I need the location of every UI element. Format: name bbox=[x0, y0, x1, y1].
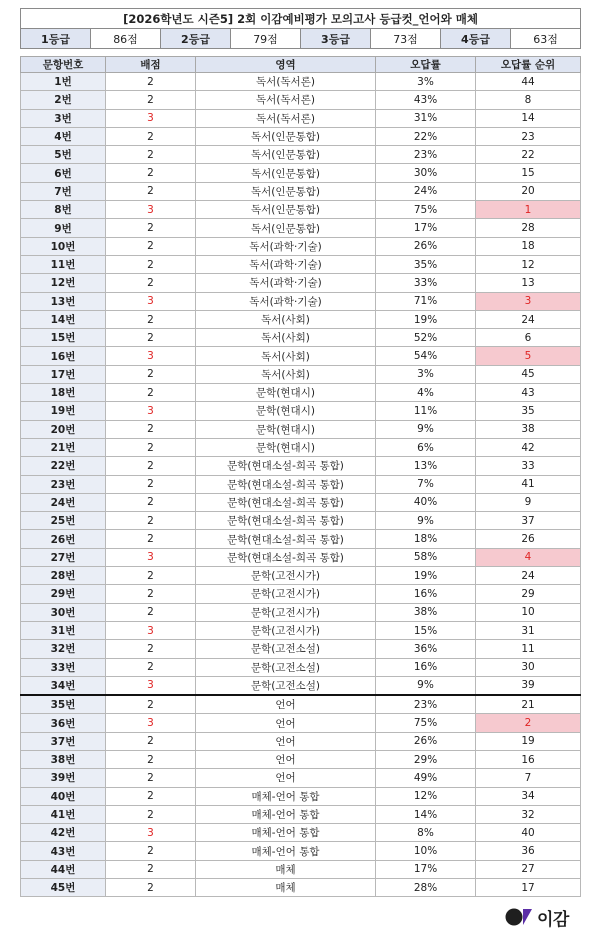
error-rate-cell: 19% bbox=[376, 310, 476, 328]
error-rank-cell: 18 bbox=[476, 237, 581, 255]
item-number-cell: 25번 bbox=[21, 512, 106, 530]
points-cell: 2 bbox=[106, 493, 196, 511]
error-rank-cell: 26 bbox=[476, 530, 581, 548]
error-rate-cell: 58% bbox=[376, 548, 476, 566]
points-cell: 2 bbox=[106, 91, 196, 109]
error-rate-cell: 7% bbox=[376, 475, 476, 493]
area-cell: 문학(고전소설) bbox=[196, 676, 376, 695]
table-row bbox=[21, 438, 581, 456]
table-row bbox=[21, 310, 581, 328]
grade-label: 3등급 bbox=[301, 29, 371, 49]
points-cell: 3 bbox=[106, 201, 196, 219]
grade-label: 2등급 bbox=[161, 29, 231, 49]
error-rank-cell: 12 bbox=[476, 255, 581, 273]
item-analysis-table bbox=[20, 56, 581, 897]
error-rank-cell: 24 bbox=[476, 310, 581, 328]
col-header-item-number: 문항번호 bbox=[21, 57, 106, 73]
area-cell: 독서(과학·기술) bbox=[196, 237, 376, 255]
item-number-cell: 3번 bbox=[21, 109, 106, 127]
error-rank-cell: 39 bbox=[476, 676, 581, 695]
table-row bbox=[21, 824, 581, 842]
item-number-cell: 7번 bbox=[21, 182, 106, 200]
points-cell: 3 bbox=[106, 621, 196, 639]
points-cell: 2 bbox=[106, 457, 196, 475]
error-rate-cell: 38% bbox=[376, 603, 476, 621]
points-cell: 2 bbox=[106, 438, 196, 456]
item-number-cell: 21번 bbox=[21, 438, 106, 456]
error-rank-cell: 14 bbox=[476, 109, 581, 127]
item-number-cell: 1번 bbox=[21, 73, 106, 91]
area-cell: 독서(사회) bbox=[196, 329, 376, 347]
table-row bbox=[21, 109, 581, 127]
points-cell: 2 bbox=[106, 365, 196, 383]
error-rate-cell: 23% bbox=[376, 146, 476, 164]
points-cell: 2 bbox=[106, 750, 196, 768]
table-row bbox=[21, 384, 581, 402]
item-number-cell: 8번 bbox=[21, 201, 106, 219]
error-rate-cell: 9% bbox=[376, 512, 476, 530]
grade-label: 4등급 bbox=[441, 29, 511, 49]
col-header-points: 배점 bbox=[106, 57, 196, 73]
error-rate-cell: 16% bbox=[376, 585, 476, 603]
item-number-cell: 18번 bbox=[21, 384, 106, 402]
error-rate-cell: 24% bbox=[376, 182, 476, 200]
area-cell: 독서(독서론) bbox=[196, 91, 376, 109]
item-number-cell: 10번 bbox=[21, 237, 106, 255]
area-cell: 독서(인문통합) bbox=[196, 219, 376, 237]
grade-label: 1등급 bbox=[21, 29, 91, 49]
error-rate-cell: 29% bbox=[376, 750, 476, 768]
error-rate-cell: 28% bbox=[376, 879, 476, 897]
error-rank-cell: 44 bbox=[476, 73, 581, 91]
points-cell: 2 bbox=[106, 530, 196, 548]
item-number-cell: 42번 bbox=[21, 824, 106, 842]
error-rate-cell: 6% bbox=[376, 438, 476, 456]
table-row bbox=[21, 842, 581, 860]
area-cell: 언어 bbox=[196, 714, 376, 732]
points-cell: 2 bbox=[106, 127, 196, 145]
item-number-cell: 4번 bbox=[21, 127, 106, 145]
error-rate-cell: 19% bbox=[376, 567, 476, 585]
error-rate-cell: 11% bbox=[376, 402, 476, 420]
item-number-cell: 43번 bbox=[21, 842, 106, 860]
error-rate-cell: 43% bbox=[376, 91, 476, 109]
table-row bbox=[21, 347, 581, 365]
error-rate-cell: 71% bbox=[376, 292, 476, 310]
error-rank-cell: 41 bbox=[476, 475, 581, 493]
item-number-cell: 14번 bbox=[21, 310, 106, 328]
points-cell: 2 bbox=[106, 475, 196, 493]
grade-cut-score: 79점 bbox=[231, 29, 301, 49]
error-rate-cell: 15% bbox=[376, 621, 476, 639]
table-row bbox=[21, 182, 581, 200]
error-rate-cell: 9% bbox=[376, 420, 476, 438]
error-rate-cell: 30% bbox=[376, 164, 476, 182]
item-number-cell: 19번 bbox=[21, 402, 106, 420]
points-cell: 2 bbox=[106, 658, 196, 676]
item-number-cell: 13번 bbox=[21, 292, 106, 310]
error-rank-cell: 35 bbox=[476, 402, 581, 420]
area-cell: 언어 bbox=[196, 750, 376, 768]
igam-logo-text: 이감 bbox=[537, 909, 569, 930]
table-row bbox=[21, 658, 581, 676]
item-number-cell: 44번 bbox=[21, 860, 106, 878]
error-rank-cell: 23 bbox=[476, 127, 581, 145]
area-cell: 문학(고전소설) bbox=[196, 640, 376, 658]
item-number-cell: 34번 bbox=[21, 676, 106, 695]
table-row bbox=[21, 676, 581, 695]
item-number-cell: 29번 bbox=[21, 585, 106, 603]
table-row bbox=[21, 512, 581, 530]
area-cell: 언어 bbox=[196, 695, 376, 714]
points-cell: 3 bbox=[106, 714, 196, 732]
item-number-cell: 40번 bbox=[21, 787, 106, 805]
item-number-cell: 26번 bbox=[21, 530, 106, 548]
error-rank-cell: 34 bbox=[476, 787, 581, 805]
igam-logo-icon bbox=[505, 908, 533, 926]
item-number-cell: 12번 bbox=[21, 274, 106, 292]
error-rank-cell: 33 bbox=[476, 457, 581, 475]
error-rate-cell: 31% bbox=[376, 109, 476, 127]
points-cell: 2 bbox=[106, 237, 196, 255]
error-rate-cell: 16% bbox=[376, 658, 476, 676]
points-cell: 2 bbox=[106, 384, 196, 402]
table-row bbox=[21, 420, 581, 438]
item-number-cell: 27번 bbox=[21, 548, 106, 566]
points-cell: 2 bbox=[106, 695, 196, 714]
area-cell: 문학(고전소설) bbox=[196, 658, 376, 676]
table-row bbox=[21, 457, 581, 475]
error-rate-cell: 17% bbox=[376, 860, 476, 878]
points-cell: 2 bbox=[106, 603, 196, 621]
table-row bbox=[21, 860, 581, 878]
error-rate-cell: 36% bbox=[376, 640, 476, 658]
error-rank-cell: 15 bbox=[476, 164, 581, 182]
item-number-cell: 15번 bbox=[21, 329, 106, 347]
table-row bbox=[21, 402, 581, 420]
error-rank-cell: 8 bbox=[476, 91, 581, 109]
area-cell: 독서(사회) bbox=[196, 310, 376, 328]
error-rank-cell: 22 bbox=[476, 146, 581, 164]
area-cell: 매체-언어 통합 bbox=[196, 842, 376, 860]
table-row bbox=[21, 640, 581, 658]
table-row bbox=[21, 475, 581, 493]
item-number-cell: 20번 bbox=[21, 420, 106, 438]
table-row bbox=[21, 164, 581, 182]
table-row bbox=[21, 769, 581, 787]
item-number-cell: 24번 bbox=[21, 493, 106, 511]
item-number-cell: 45번 bbox=[21, 879, 106, 897]
error-rank-cell: 16 bbox=[476, 750, 581, 768]
area-cell: 독서(인문통합) bbox=[196, 127, 376, 145]
points-cell: 2 bbox=[106, 732, 196, 750]
points-cell: 2 bbox=[106, 255, 196, 273]
table-row bbox=[21, 695, 581, 714]
item-number-cell: 30번 bbox=[21, 603, 106, 621]
area-cell: 문학(현대소설-희곡 통합) bbox=[196, 530, 376, 548]
grade-cut-summary bbox=[20, 8, 581, 49]
error-rate-cell: 40% bbox=[376, 493, 476, 511]
error-rate-cell: 54% bbox=[376, 347, 476, 365]
area-cell: 문학(고전시가) bbox=[196, 603, 376, 621]
error-rank-cell: 2 bbox=[476, 714, 581, 732]
points-cell: 2 bbox=[106, 182, 196, 200]
table-row bbox=[21, 585, 581, 603]
points-cell: 2 bbox=[106, 769, 196, 787]
points-cell: 2 bbox=[106, 787, 196, 805]
error-rank-cell: 19 bbox=[476, 732, 581, 750]
points-cell: 2 bbox=[106, 274, 196, 292]
points-cell: 3 bbox=[106, 824, 196, 842]
table-row bbox=[21, 732, 581, 750]
error-rank-cell: 29 bbox=[476, 585, 581, 603]
error-rank-cell: 13 bbox=[476, 274, 581, 292]
error-rank-cell: 17 bbox=[476, 879, 581, 897]
error-rate-cell: 35% bbox=[376, 255, 476, 273]
area-cell: 문학(현대시) bbox=[196, 384, 376, 402]
item-number-cell: 41번 bbox=[21, 805, 106, 823]
error-rank-cell: 4 bbox=[476, 548, 581, 566]
points-cell: 2 bbox=[106, 310, 196, 328]
error-rate-cell: 33% bbox=[376, 274, 476, 292]
error-rate-cell: 23% bbox=[376, 695, 476, 714]
error-rate-cell: 8% bbox=[376, 824, 476, 842]
error-rank-cell: 3 bbox=[476, 292, 581, 310]
table-row bbox=[21, 255, 581, 273]
error-rank-cell: 42 bbox=[476, 438, 581, 456]
error-rank-cell: 31 bbox=[476, 621, 581, 639]
grade-cut-table-wrap bbox=[20, 8, 580, 897]
table-row bbox=[21, 530, 581, 548]
area-cell: 독서(독서론) bbox=[196, 109, 376, 127]
points-cell: 2 bbox=[106, 420, 196, 438]
table-row bbox=[21, 621, 581, 639]
error-rate-cell: 3% bbox=[376, 73, 476, 91]
table-row bbox=[21, 91, 581, 109]
error-rate-cell: 22% bbox=[376, 127, 476, 145]
error-rank-cell: 37 bbox=[476, 512, 581, 530]
item-number-cell: 5번 bbox=[21, 146, 106, 164]
table-row bbox=[21, 146, 581, 164]
area-cell: 문학(현대소설-희곡 통합) bbox=[196, 493, 376, 511]
points-cell: 2 bbox=[106, 164, 196, 182]
table-row bbox=[21, 879, 581, 897]
error-rank-cell: 6 bbox=[476, 329, 581, 347]
area-cell: 언어 bbox=[196, 769, 376, 787]
points-cell: 2 bbox=[106, 585, 196, 603]
table-row bbox=[21, 750, 581, 768]
area-cell: 문학(고전시가) bbox=[196, 621, 376, 639]
error-rank-cell: 7 bbox=[476, 769, 581, 787]
points-cell: 2 bbox=[106, 640, 196, 658]
item-number-cell: 2번 bbox=[21, 91, 106, 109]
area-cell: 문학(현대시) bbox=[196, 438, 376, 456]
area-cell: 매체 bbox=[196, 860, 376, 878]
item-number-cell: 37번 bbox=[21, 732, 106, 750]
area-cell: 문학(현대시) bbox=[196, 420, 376, 438]
col-header-area: 영역 bbox=[196, 57, 376, 73]
table-row bbox=[21, 567, 581, 585]
item-number-cell: 32번 bbox=[21, 640, 106, 658]
table-row bbox=[21, 603, 581, 621]
error-rank-cell: 45 bbox=[476, 365, 581, 383]
error-rate-cell: 14% bbox=[376, 805, 476, 823]
error-rank-cell: 21 bbox=[476, 695, 581, 714]
area-cell: 독서(사회) bbox=[196, 347, 376, 365]
area-cell: 문학(현대소설-희곡 통합) bbox=[196, 512, 376, 530]
table-row bbox=[21, 493, 581, 511]
table-row bbox=[21, 219, 581, 237]
points-cell: 3 bbox=[106, 347, 196, 365]
error-rate-cell: 52% bbox=[376, 329, 476, 347]
points-cell: 2 bbox=[106, 879, 196, 897]
error-rank-cell: 28 bbox=[476, 219, 581, 237]
table-row bbox=[21, 127, 581, 145]
error-rate-cell: 26% bbox=[376, 732, 476, 750]
page-title: [2026학년도 시즌5] 2회 이감예비평가 모의고사 등급컷_언어와 매체 bbox=[21, 9, 581, 29]
grade-cut-score: 86점 bbox=[91, 29, 161, 49]
error-rate-cell: 18% bbox=[376, 530, 476, 548]
error-rank-cell: 10 bbox=[476, 603, 581, 621]
item-number-cell: 6번 bbox=[21, 164, 106, 182]
item-number-cell: 11번 bbox=[21, 255, 106, 273]
error-rate-cell: 75% bbox=[376, 714, 476, 732]
item-number-cell: 16번 bbox=[21, 347, 106, 365]
area-cell: 독서(인문통합) bbox=[196, 146, 376, 164]
error-rate-cell: 49% bbox=[376, 769, 476, 787]
error-rank-cell: 9 bbox=[476, 493, 581, 511]
error-rank-cell: 20 bbox=[476, 182, 581, 200]
col-header-error-rate: 오답률 bbox=[376, 57, 476, 73]
item-number-cell: 22번 bbox=[21, 457, 106, 475]
area-cell: 독서(독서론) bbox=[196, 73, 376, 91]
points-cell: 3 bbox=[106, 109, 196, 127]
grade-cut-score: 73점 bbox=[371, 29, 441, 49]
table-row bbox=[21, 787, 581, 805]
points-cell: 3 bbox=[106, 402, 196, 420]
error-rate-cell: 13% bbox=[376, 457, 476, 475]
item-number-cell: 9번 bbox=[21, 219, 106, 237]
area-cell: 매체-언어 통합 bbox=[196, 805, 376, 823]
error-rate-cell: 3% bbox=[376, 365, 476, 383]
points-cell: 3 bbox=[106, 548, 196, 566]
table-row bbox=[21, 329, 581, 347]
area-cell: 독서(과학·기술) bbox=[196, 292, 376, 310]
grade-cut-score: 63점 bbox=[511, 29, 581, 49]
area-cell: 독서(사회) bbox=[196, 365, 376, 383]
points-cell: 3 bbox=[106, 676, 196, 695]
points-cell: 2 bbox=[106, 860, 196, 878]
area-cell: 독서(인문통합) bbox=[196, 182, 376, 200]
error-rate-cell: 12% bbox=[376, 787, 476, 805]
area-cell: 독서(과학·기술) bbox=[196, 255, 376, 273]
error-rate-cell: 75% bbox=[376, 201, 476, 219]
area-cell: 문학(고전시가) bbox=[196, 567, 376, 585]
item-number-cell: 31번 bbox=[21, 621, 106, 639]
error-rank-cell: 43 bbox=[476, 384, 581, 402]
error-rank-cell: 24 bbox=[476, 567, 581, 585]
item-number-cell: 28번 bbox=[21, 567, 106, 585]
error-rate-cell: 26% bbox=[376, 237, 476, 255]
igam-logo bbox=[505, 906, 569, 928]
area-cell: 문학(현대소설-희곡 통합) bbox=[196, 548, 376, 566]
points-cell: 2 bbox=[106, 842, 196, 860]
area-cell: 문학(고전시가) bbox=[196, 585, 376, 603]
area-cell: 독서(과학·기술) bbox=[196, 274, 376, 292]
area-cell: 매체-언어 통합 bbox=[196, 787, 376, 805]
points-cell: 2 bbox=[106, 219, 196, 237]
points-cell: 2 bbox=[106, 329, 196, 347]
error-rate-cell: 4% bbox=[376, 384, 476, 402]
points-cell: 2 bbox=[106, 567, 196, 585]
table-row bbox=[21, 292, 581, 310]
error-rate-cell: 17% bbox=[376, 219, 476, 237]
item-number-cell: 38번 bbox=[21, 750, 106, 768]
points-cell: 2 bbox=[106, 73, 196, 91]
table-row bbox=[21, 237, 581, 255]
area-cell: 문학(현대시) bbox=[196, 402, 376, 420]
error-rate-cell: 9% bbox=[376, 676, 476, 695]
table-row bbox=[21, 365, 581, 383]
item-number-cell: 33번 bbox=[21, 658, 106, 676]
points-cell: 2 bbox=[106, 146, 196, 164]
item-number-cell: 39번 bbox=[21, 769, 106, 787]
table-row bbox=[21, 714, 581, 732]
item-number-cell: 36번 bbox=[21, 714, 106, 732]
area-cell: 독서(인문통합) bbox=[196, 164, 376, 182]
area-cell: 문학(현대소설-희곡 통합) bbox=[196, 457, 376, 475]
points-cell: 3 bbox=[106, 292, 196, 310]
item-number-cell: 35번 bbox=[21, 695, 106, 714]
error-rank-cell: 5 bbox=[476, 347, 581, 365]
points-cell: 2 bbox=[106, 805, 196, 823]
points-cell: 2 bbox=[106, 512, 196, 530]
error-rank-cell: 27 bbox=[476, 860, 581, 878]
error-rank-cell: 38 bbox=[476, 420, 581, 438]
area-cell: 독서(인문통합) bbox=[196, 201, 376, 219]
item-number-cell: 17번 bbox=[21, 365, 106, 383]
error-rank-cell: 40 bbox=[476, 824, 581, 842]
error-rank-cell: 1 bbox=[476, 201, 581, 219]
error-rank-cell: 36 bbox=[476, 842, 581, 860]
area-cell: 매체-언어 통합 bbox=[196, 824, 376, 842]
table-row bbox=[21, 548, 581, 566]
table-row bbox=[21, 274, 581, 292]
item-number-cell: 23번 bbox=[21, 475, 106, 493]
area-cell: 문학(현대소설-희곡 통합) bbox=[196, 475, 376, 493]
error-rank-cell: 32 bbox=[476, 805, 581, 823]
col-header-error-rank: 오답률 순위 bbox=[476, 57, 581, 73]
area-cell: 언어 bbox=[196, 732, 376, 750]
area-cell: 매체 bbox=[196, 879, 376, 897]
table-row bbox=[21, 73, 581, 91]
table-row bbox=[21, 805, 581, 823]
table-row bbox=[21, 201, 581, 219]
error-rate-cell: 10% bbox=[376, 842, 476, 860]
error-rank-cell: 11 bbox=[476, 640, 581, 658]
error-rank-cell: 30 bbox=[476, 658, 581, 676]
